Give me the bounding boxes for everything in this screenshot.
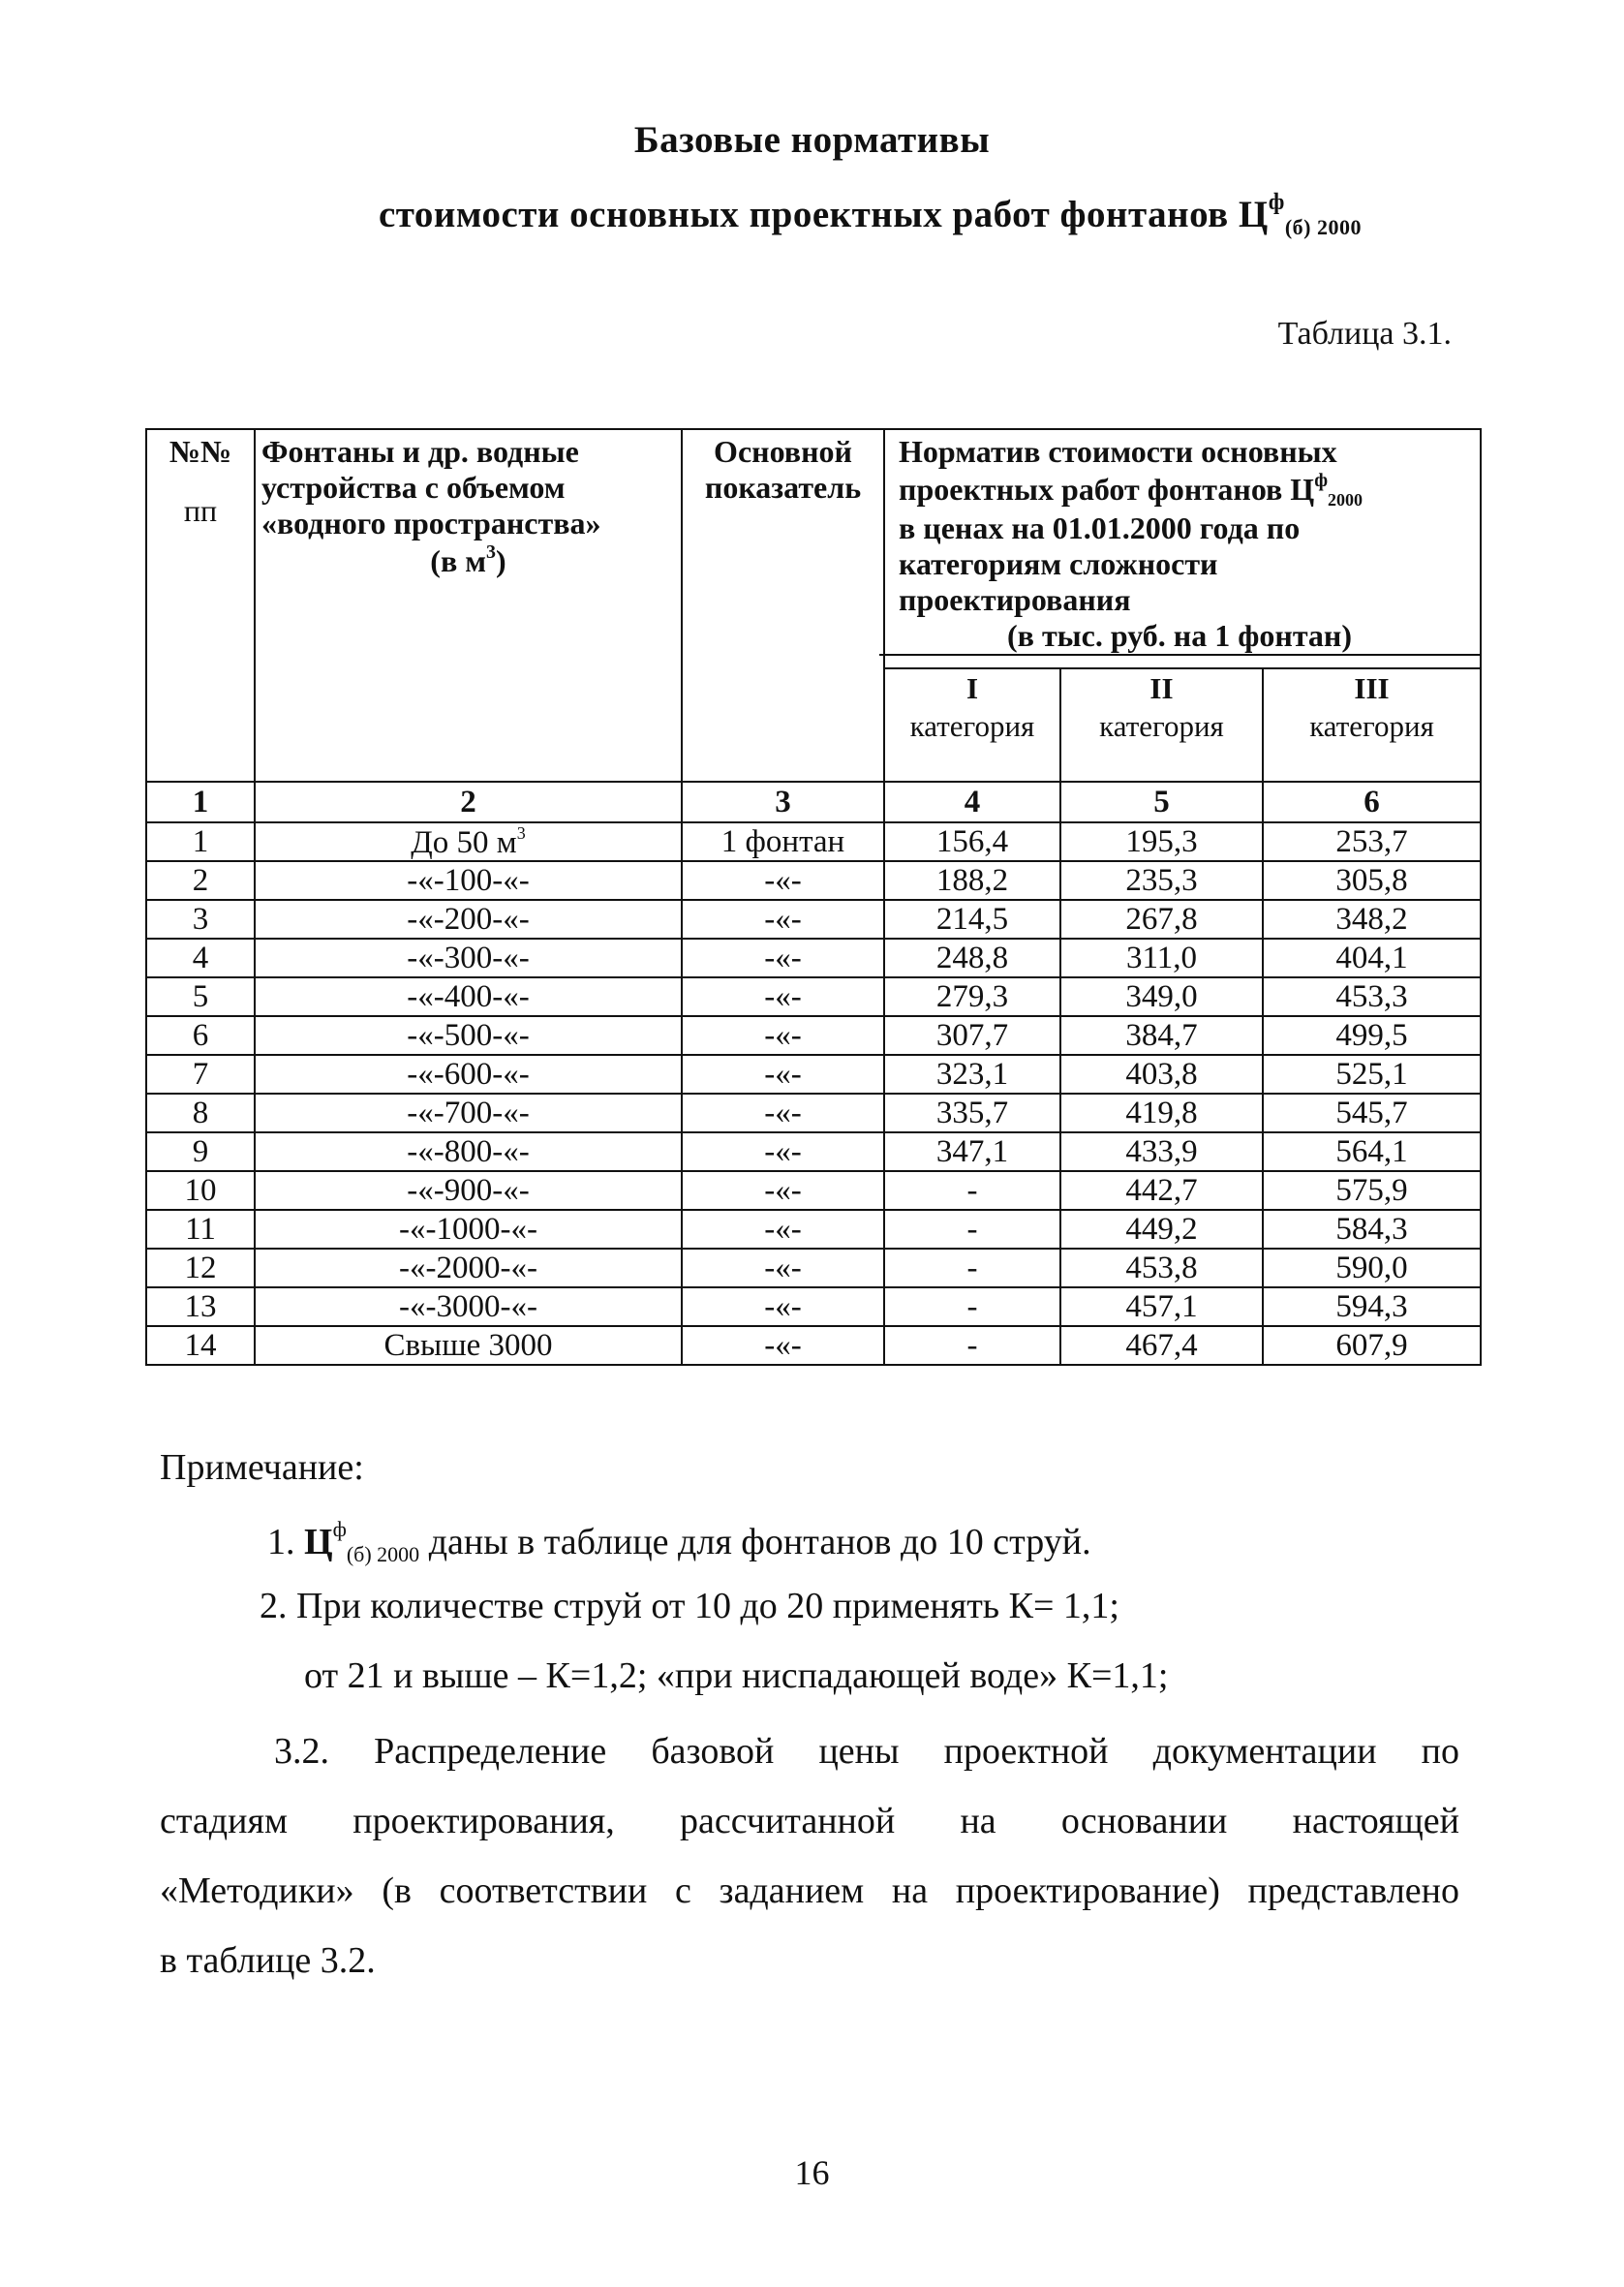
row-number — [146, 1132, 255, 1171]
header-fountains-line4 — [430, 543, 506, 578]
row-number-text: 12 — [184, 1250, 217, 1285]
header-norm — [884, 429, 1481, 668]
table-row — [146, 1055, 1481, 1094]
row-category-3-value — [1263, 939, 1481, 977]
row-volume-text: -«-600-«- — [407, 1056, 530, 1092]
document-subtitle — [58, 190, 1624, 240]
page-number: 16 — [794, 2153, 830, 2192]
row-category-2-value — [1060, 1132, 1263, 1171]
table-header-row — [146, 429, 1481, 668]
row-indicator-text: -«- — [764, 1095, 802, 1130]
row-category-1-value-text: 214,5 — [935, 901, 1009, 937]
row-volume-text: -«-800-«- — [407, 1133, 530, 1169]
row-volume — [255, 900, 682, 939]
header-norm-line3: в ценах на 01.01.2000 года по — [899, 510, 1301, 545]
row-volume — [255, 939, 682, 977]
row-volume — [255, 1287, 682, 1326]
table-row — [146, 1249, 1481, 1287]
row-category-2-value — [1060, 1055, 1263, 1094]
row-indicator-text: -«- — [764, 978, 802, 1014]
row-number-text: 5 — [192, 978, 209, 1014]
row-indicator — [682, 1249, 884, 1287]
table-row — [146, 1171, 1481, 1210]
table-row — [146, 861, 1481, 900]
row-volume-text: -«-100-«- — [407, 862, 530, 898]
paragraph-line-2: стадиям проектирования, рассчитанной на основании настоящей — [160, 1801, 1459, 1841]
row-number-text: 11 — [185, 1211, 216, 1247]
row-category-3-value — [1263, 1287, 1481, 1326]
row-category-2-value-text: 453,8 — [1125, 1250, 1198, 1285]
row-volume-text: -«-700-«- — [407, 1095, 530, 1130]
row-category-2-value-text: 449,2 — [1125, 1211, 1198, 1247]
note-1-prefix: 1. — [267, 1522, 304, 1562]
row-indicator-text: -«- — [764, 1172, 802, 1208]
category-1-num: I — [965, 671, 979, 706]
row-indicator-text: -«- — [764, 1133, 802, 1169]
row-category-3-value-text: 305,8 — [1335, 862, 1408, 898]
row-category-2-value — [1060, 1326, 1263, 1365]
table-row — [146, 822, 1481, 861]
table-row — [146, 1287, 1481, 1326]
note-1 — [267, 1517, 1091, 1567]
row-number — [146, 1094, 255, 1132]
header-main-line2: показатель — [704, 470, 862, 506]
row-category-2-value-text: 349,0 — [1125, 978, 1198, 1014]
header-norm-line2-sup: ф — [1314, 470, 1329, 492]
row-volume-text: Свыше 3000 — [383, 1327, 553, 1363]
row-category-1-value — [884, 822, 1060, 861]
row-volume — [255, 1210, 682, 1249]
row-number-text: 3 — [192, 901, 209, 937]
subtitle-text: стоимости основных проектных работ фонтанов Ц — [378, 194, 1269, 235]
column-number: 5 — [1060, 782, 1263, 822]
row-category-3-value-text: 564,1 — [1335, 1133, 1408, 1169]
row-volume-text: -«-900-«- — [407, 1172, 530, 1208]
row-volume-text: -«-500-«- — [407, 1017, 530, 1053]
row-category-1-value-text: - — [966, 1211, 978, 1247]
row-category-3-value — [1263, 1094, 1481, 1132]
row-category-3-value-text: 590,0 — [1335, 1250, 1408, 1285]
paragraph-line-4: в таблице 3.2. — [160, 1940, 376, 1981]
row-category-1-value — [884, 1016, 1060, 1055]
header-fountains-unit-sup: 3 — [486, 541, 497, 564]
row-number — [146, 1210, 255, 1249]
table-row — [146, 1326, 1481, 1365]
row-indicator — [682, 1016, 884, 1055]
header-norm-line6: (в тыс. руб. на 1 фонтан) — [879, 618, 1480, 656]
header-category-3 — [1263, 668, 1481, 782]
header-category-1 — [884, 668, 1060, 782]
row-category-3-value-text: 575,9 — [1335, 1172, 1408, 1208]
table-row — [146, 1094, 1481, 1132]
header-fountains-unit: (в м — [430, 543, 487, 579]
row-category-3-value — [1263, 822, 1481, 861]
row-category-1-value-text: 188,2 — [935, 862, 1009, 898]
header-fountains-line2: устройства с объемом — [261, 470, 566, 506]
row-category-2-value-text: 384,7 — [1125, 1017, 1198, 1053]
header-norm-line5: проектирования — [899, 582, 1131, 618]
row-category-3-value-text: 253,7 — [1335, 823, 1408, 859]
header-main-line1: Основной — [714, 434, 852, 469]
header-fountains-line3: «водного пространства» — [261, 506, 601, 541]
row-category-2-value-text: 403,8 — [1125, 1056, 1198, 1092]
row-category-1-value — [884, 1132, 1060, 1171]
row-volume — [255, 1055, 682, 1094]
note-3: от 21 и выше – К=1,2; «при ниспадающей воде» К=1,1; — [304, 1655, 1169, 1696]
header-category-2 — [1060, 668, 1263, 782]
table-data-body — [146, 822, 1481, 1365]
row-number-text: 6 — [192, 1017, 209, 1053]
row-number — [146, 939, 255, 977]
column-number: 2 — [255, 782, 682, 822]
row-category-2-value-text: 195,3 — [1125, 823, 1198, 859]
category-2-label: категория — [1099, 708, 1224, 743]
header-fountains — [255, 429, 682, 782]
row-number — [146, 1171, 255, 1210]
column-number: 3 — [682, 782, 884, 822]
row-volume-text: -«-1000-«- — [399, 1211, 537, 1247]
row-category-3-value — [1263, 1055, 1481, 1094]
row-indicator — [682, 1132, 884, 1171]
row-category-2-value-text: 457,1 — [1125, 1288, 1198, 1324]
row-volume-text: -«-200-«- — [407, 901, 530, 937]
row-category-1-value — [884, 1249, 1060, 1287]
row-category-2-value — [1060, 1171, 1263, 1210]
note-1-symbol: Ц — [304, 1522, 333, 1562]
row-category-1-value-text: 347,1 — [935, 1133, 1009, 1169]
notes-heading: Примечание: — [160, 1447, 364, 1488]
row-indicator — [682, 1055, 884, 1094]
row-category-2-value-text: 267,8 — [1125, 901, 1198, 937]
table-caption: Таблица 3.1. — [1277, 316, 1452, 352]
norms-table — [145, 428, 1482, 1366]
row-indicator-text: -«- — [764, 901, 802, 937]
row-category-1-value — [884, 1171, 1060, 1210]
row-category-1-value — [884, 1287, 1060, 1326]
table-row — [146, 1016, 1481, 1055]
row-indicator-text: -«- — [764, 1017, 802, 1053]
note-2: 2. При количестве струй от 10 до 20 применять К= 1,1; — [260, 1586, 1119, 1626]
paragraph-line-3: «Методики» (в соответствии с заданием на проектирование) представлено — [160, 1870, 1459, 1911]
row-volume — [255, 1132, 682, 1171]
row-indicator-text: -«- — [764, 1211, 802, 1247]
table-row — [146, 977, 1481, 1016]
row-category-3-value — [1263, 1132, 1481, 1171]
row-number-text: 8 — [192, 1095, 209, 1130]
row-category-3-value-text: 594,3 — [1335, 1288, 1408, 1324]
header-norm-line1: Норматив стоимости основных — [899, 434, 1337, 469]
row-category-2-value-text: 467,4 — [1125, 1327, 1198, 1363]
row-category-2-value — [1060, 1094, 1263, 1132]
row-category-1-value-text: 307,7 — [935, 1017, 1009, 1053]
row-category-1-value-text: 156,4 — [935, 823, 1009, 859]
row-number — [146, 900, 255, 939]
row-category-2-value — [1060, 1210, 1263, 1249]
row-indicator — [682, 1210, 884, 1249]
header-norm-line2 — [899, 470, 1474, 510]
row-indicator — [682, 1326, 884, 1365]
row-category-1-value-text: 335,7 — [935, 1095, 1009, 1130]
row-category-3-value-text: 584,3 — [1335, 1211, 1408, 1247]
row-indicator — [682, 1094, 884, 1132]
row-number — [146, 977, 255, 1016]
table-row — [146, 900, 1481, 939]
row-volume — [255, 977, 682, 1016]
row-category-1-value — [884, 1210, 1060, 1249]
row-indicator-text: -«- — [764, 862, 802, 898]
row-volume — [255, 1249, 682, 1287]
header-num-line2: пп — [183, 493, 218, 529]
row-category-3-value-text: 453,3 — [1335, 978, 1408, 1014]
row-number-text: 10 — [184, 1172, 217, 1208]
row-category-1-value — [884, 1094, 1060, 1132]
header-fountains-unit-close: ) — [496, 543, 506, 579]
table-row — [146, 1132, 1481, 1171]
header-norm-line2-text: проектных работ фонтанов Ц — [899, 472, 1315, 508]
row-category-3-value-text: 607,9 — [1335, 1327, 1408, 1363]
row-category-3-value — [1263, 1016, 1481, 1055]
column-number: 1 — [146, 782, 255, 822]
row-category-3-value — [1263, 1210, 1481, 1249]
row-category-3-value — [1263, 977, 1481, 1016]
header-fountains-line1: Фонтаны и др. водные — [261, 434, 579, 469]
header-main-indicator — [682, 429, 884, 782]
row-indicator-text: -«- — [764, 1288, 802, 1324]
row-volume — [255, 1171, 682, 1210]
category-3-label: категория — [1309, 708, 1434, 743]
row-indicator — [682, 1287, 884, 1326]
row-number — [146, 861, 255, 900]
row-category-3-value-text: 545,7 — [1335, 1095, 1408, 1130]
row-volume-sup: 3 — [516, 822, 526, 843]
row-number-text: 1 — [192, 823, 209, 859]
header-num-line1: №№ — [169, 434, 232, 469]
subtitle-sub: (б) 2000 — [1284, 215, 1363, 239]
column-number: 4 — [884, 782, 1060, 822]
row-category-1-value — [884, 900, 1060, 939]
row-number-text: 7 — [192, 1056, 209, 1092]
row-number-text: 14 — [184, 1327, 217, 1363]
row-category-1-value-text: 279,3 — [935, 978, 1009, 1014]
row-category-2-value-text: 311,0 — [1125, 940, 1198, 975]
row-category-1-value — [884, 861, 1060, 900]
header-norm-line4: категориям сложности — [899, 546, 1218, 582]
row-category-2-value — [1060, 822, 1263, 861]
row-category-2-value — [1060, 861, 1263, 900]
row-number — [146, 1016, 255, 1055]
row-indicator-text: -«- — [764, 1250, 802, 1285]
row-category-3-value — [1263, 1326, 1481, 1365]
row-indicator — [682, 900, 884, 939]
row-indicator — [682, 939, 884, 977]
row-category-3-value — [1263, 1249, 1481, 1287]
row-number — [146, 1287, 255, 1326]
row-category-2-value — [1060, 1287, 1263, 1326]
row-volume — [255, 1016, 682, 1055]
row-number-text: 13 — [184, 1288, 217, 1324]
category-1-label: категория — [909, 708, 1035, 743]
row-category-1-value — [884, 977, 1060, 1016]
row-category-1-value-text: 323,1 — [935, 1056, 1009, 1092]
note-1-sup: ф — [332, 1517, 347, 1541]
row-indicator — [682, 861, 884, 900]
row-category-3-value-text: 348,2 — [1335, 901, 1408, 937]
row-category-2-value-text: 442,7 — [1125, 1172, 1198, 1208]
row-number-text: 4 — [192, 940, 209, 975]
row-category-1-value-text: 248,8 — [935, 940, 1009, 975]
row-indicator-text: -«- — [764, 1327, 802, 1363]
row-indicator-text: -«- — [764, 1056, 802, 1092]
row-category-2-value-text: 235,3 — [1125, 862, 1198, 898]
row-category-1-value — [884, 1326, 1060, 1365]
table-row — [146, 1210, 1481, 1249]
row-volume-text: -«-400-«- — [407, 978, 530, 1014]
row-volume-text: -«-300-«- — [407, 940, 530, 975]
paragraph-line-1: 3.2. Распределение базовой цены проектной документации по — [274, 1731, 1459, 1772]
row-volume-text: До 50 м — [411, 824, 517, 860]
row-category-2-value — [1060, 977, 1263, 1016]
row-indicator-text: -«- — [764, 940, 802, 975]
row-volume-text: -«-2000-«- — [399, 1250, 537, 1285]
row-category-1-value-text: - — [966, 1172, 978, 1208]
row-category-1-value-text: - — [966, 1327, 978, 1363]
header-norm-line2-sub: 2000 — [1328, 490, 1364, 510]
row-category-3-value — [1263, 900, 1481, 939]
row-volume — [255, 1094, 682, 1132]
row-number — [146, 1249, 255, 1287]
row-volume-text: -«-3000-«- — [399, 1288, 537, 1324]
row-category-1-value — [884, 1055, 1060, 1094]
row-indicator — [682, 822, 884, 861]
row-volume — [255, 822, 682, 861]
row-category-3-value — [1263, 1171, 1481, 1210]
row-number — [146, 1326, 255, 1365]
row-category-3-value — [1263, 861, 1481, 900]
row-number — [146, 822, 255, 861]
subtitle-sup: ф — [1268, 190, 1285, 215]
row-volume — [255, 861, 682, 900]
category-2-num: II — [1149, 671, 1174, 706]
column-number-row — [146, 782, 1481, 822]
row-category-2-value — [1060, 900, 1263, 939]
row-number — [146, 1055, 255, 1094]
row-number-text: 2 — [192, 862, 209, 898]
row-number-text: 9 — [192, 1133, 209, 1169]
row-category-2-value — [1060, 1249, 1263, 1287]
row-category-3-value-text: 499,5 — [1335, 1017, 1408, 1053]
row-category-3-value-text: 525,1 — [1335, 1056, 1408, 1092]
row-category-2-value-text: 433,9 — [1125, 1133, 1198, 1169]
row-category-2-value — [1060, 939, 1263, 977]
column-number: 6 — [1263, 782, 1481, 822]
table-row — [146, 939, 1481, 977]
note-1-sub: (б) 2000 — [346, 1542, 420, 1566]
document-title: Базовые нормативы — [633, 119, 991, 161]
row-category-1-value — [884, 939, 1060, 977]
row-category-1-value-text: - — [966, 1250, 978, 1285]
row-indicator — [682, 977, 884, 1016]
header-num — [146, 429, 255, 782]
row-indicator-text: 1 фонтан — [720, 823, 845, 859]
category-3-num: III — [1354, 671, 1390, 706]
row-volume — [255, 1326, 682, 1365]
row-category-1-value-text: - — [966, 1288, 978, 1324]
row-category-3-value-text: 404,1 — [1335, 940, 1408, 975]
row-category-2-value-text: 419,8 — [1125, 1095, 1198, 1130]
row-indicator — [682, 1171, 884, 1210]
note-1-text: даны в таблице для фонтанов до 10 струй. — [419, 1522, 1091, 1562]
row-category-2-value — [1060, 1016, 1263, 1055]
